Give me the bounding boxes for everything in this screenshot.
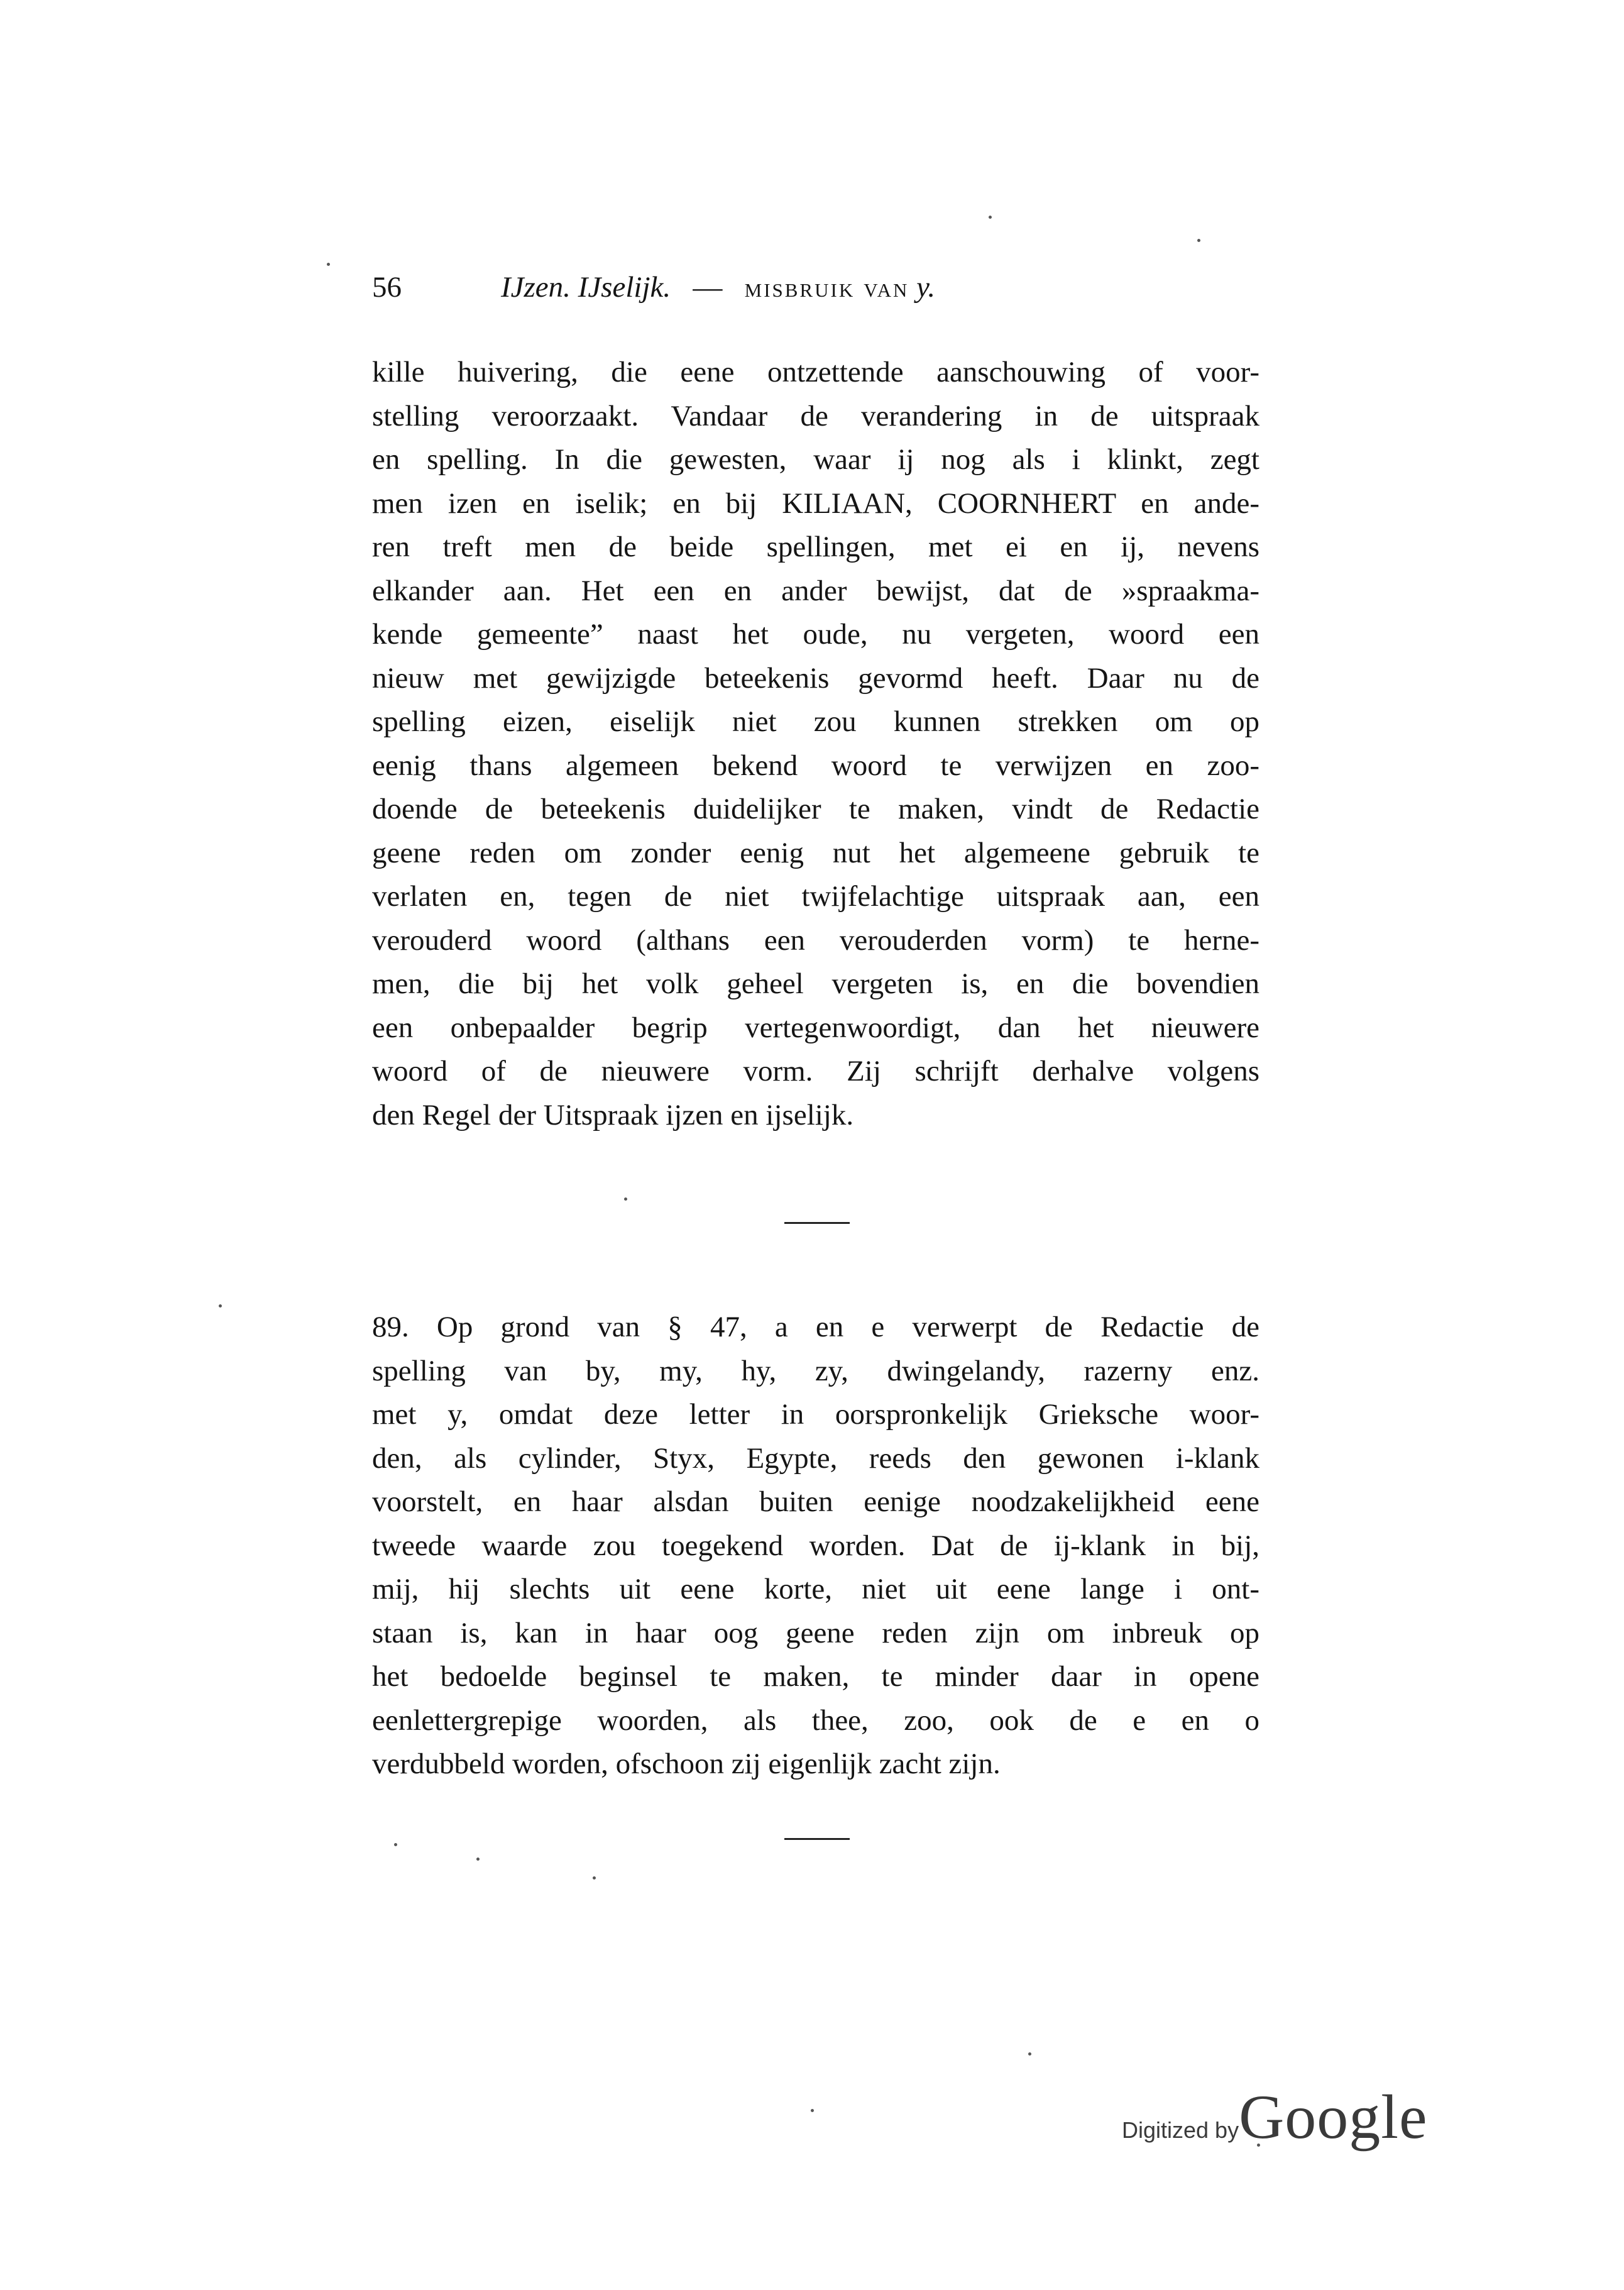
text-line: het bedoelde beginsel te maken, te minder daar in opene: [372, 1660, 1259, 1693]
text-line: stelling veroorzaakt. Vandaar de verandering in de uitspraak: [372, 399, 1259, 432]
text-line: mij, hij slechts uit eene korte, niet uit eene lange i ont-: [372, 1573, 1259, 1605]
text-line: men izen en iselik; en bij KILIAAN, COORNHERT en ande-: [372, 487, 1259, 520]
running-title-dash: —: [693, 271, 723, 304]
running-header: [372, 270, 1265, 314]
text-line: staan is, kan in haar oog geene reden zijn om inbreuk op: [372, 1616, 1259, 1649]
text-line: doende de beteekenis duidelijker te maken, vindt de Redactie: [372, 793, 1259, 825]
running-title-letter: y.: [916, 271, 936, 304]
text-line: kille huivering, die eene ontzettende aanschouwing of voor-: [372, 356, 1259, 388]
digitized-by-google-watermark: [1122, 2081, 1427, 2150]
running-title-caps: misbruik van: [744, 272, 909, 303]
text-line: eenlettergrepige woorden, als thee, zoo, ook de e en o: [372, 1704, 1259, 1737]
text-line: verlaten en, tegen de niet twijfelachtige uitspraak aan, een: [372, 880, 1259, 913]
text-line: ren treft men de beide spellingen, met ei en ij, nevens: [372, 531, 1259, 563]
paragraph-continuation: [372, 351, 1259, 1137]
scan-speck: [989, 216, 992, 219]
text-line: voorstelt, en haar alsdan buiten eenige noodzakelijkheid eene: [372, 1485, 1259, 1518]
paragraph-89: [372, 1306, 1259, 1786]
running-title-italic: IJzen. IJselijk.: [501, 271, 671, 304]
page-number: 56: [372, 271, 402, 304]
text-line: kende gemeente” naast het oude, nu vergeten, woord een: [372, 618, 1259, 651]
google-logo: Google: [1239, 2082, 1428, 2152]
scan-speck: [1028, 2052, 1031, 2056]
text-line: geene reden om zonder eenig nut het algemeene gebruik te: [372, 836, 1259, 869]
scan-speck: [476, 1858, 480, 1861]
scan-speck: [624, 1197, 627, 1201]
text-line: verouderd woord (althans een verouderden vorm) te herne-: [372, 923, 1259, 957]
scan-speck: [1197, 239, 1200, 242]
text-line: men, die bij het volk geheel vergeten is, en die bovendien: [372, 967, 1259, 1000]
text-line: eenig thans algemeen bekend woord te verwijzen en zoo-: [372, 749, 1259, 782]
section-divider: [784, 1838, 850, 1840]
section-divider: [784, 1222, 850, 1224]
text-line: den Regel der Uitspraak ijzen en ijselijk.: [372, 1098, 854, 1131]
text-line: nieuw met gewijzigde beteekenis gevormd heeft. Daar nu de: [372, 661, 1259, 695]
scan-speck: [811, 2109, 814, 2112]
text-line: en spelling. In die gewesten, waar ij nog als i klinkt, zegt: [372, 443, 1259, 476]
text-line: verdubbeld worden, ofschoon zij eigenlijk zacht zijn.: [372, 1748, 1001, 1780]
scan-speck: [327, 263, 330, 266]
scan-speck: [394, 1843, 397, 1846]
text-line: tweede waarde zou toegekend worden. Dat de ij-klank in bij,: [372, 1529, 1259, 1562]
text-line: met y, omdat deze letter in oorspronkelijk Grieksche woor-: [372, 1398, 1259, 1431]
text-line: elkander aan. Het een en ander bewijst, dat de »spraakma-: [372, 574, 1259, 607]
running-title: [501, 270, 935, 304]
text-line: spelling eizen, eiselijk niet zou kunnen strekken om op: [372, 705, 1259, 738]
watermark-prefix: Digitized by: [1122, 2117, 1239, 2143]
scan-speck: [593, 1876, 596, 1880]
text-line: spelling van by, my, hy, zy, dwingelandy, razerny enz.: [372, 1354, 1259, 1387]
text-line: een onbepaalder begrip vertegenwoordigt, dan het nieuwere: [372, 1011, 1259, 1044]
text-line: woord of de nieuwere vorm. Zij schrijft derhalve volgens: [372, 1055, 1259, 1087]
scan-speck: [219, 1304, 222, 1307]
text-line: 89. Op grond van § 47, a en e verwerpt de Redactie de: [372, 1311, 1259, 1343]
text-line: den, als cylinder, Styx, Egypte, reeds den gewonen i-klank: [372, 1441, 1259, 1475]
